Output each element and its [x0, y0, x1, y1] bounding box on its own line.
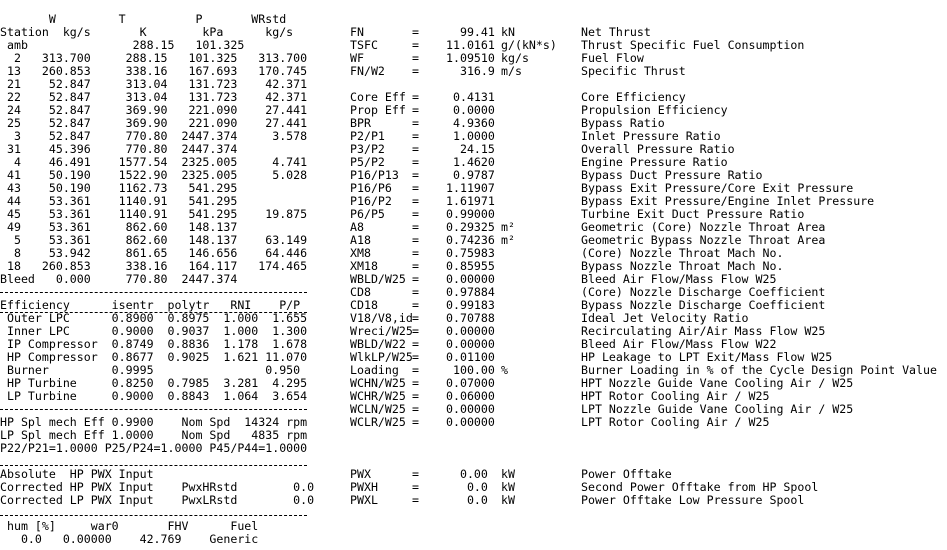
perf-label: P16/P6 [350, 181, 392, 195]
perf-desc: Bypass Duct Pressure Ratio [581, 168, 763, 182]
station-row: 43 50.190 1162.73 541.295 [0, 181, 238, 195]
perf-value: 0.0 [446, 493, 488, 507]
perf-desc: (Core) Nozzle Throat Mach No. [581, 246, 784, 260]
perf-eq: = [412, 129, 419, 143]
perf-value: 24.15 [446, 142, 495, 156]
perf-eq: = [412, 233, 419, 247]
perf-label: Wreci/W25 [350, 324, 413, 338]
perf-eq: = [412, 402, 419, 416]
perf-unit: g/(kN*s) [501, 38, 557, 52]
perf-label: PWXH [350, 480, 378, 494]
perf-eq: = [412, 324, 419, 338]
perf-value: 1.11907 [446, 181, 495, 195]
perf-eq: = [412, 142, 419, 156]
perf-desc: Propulsion Efficiency [581, 103, 728, 117]
perf-value: 11.0161 [446, 38, 495, 52]
perf-unit: m² [501, 220, 515, 234]
perf-desc: Ideal Jet Velocity Ratio [581, 311, 749, 325]
perf-unit: kW [501, 493, 515, 507]
station-row: 31 45.396 770.80 2447.374 [0, 142, 238, 156]
perf-eq: = [412, 389, 419, 403]
perf-desc: (Core) Nozzle Discharge Coefficient [581, 285, 826, 299]
perf-value: 0.99183 [446, 298, 495, 312]
perf-unit: kg/s [501, 51, 529, 65]
perf-eq: = [412, 25, 419, 39]
perf-label: PWXL [350, 493, 378, 507]
perf-label: FN [350, 25, 364, 39]
perf-eq: = [412, 103, 419, 117]
perf-eq: = [412, 90, 419, 104]
perf-eq: = [412, 116, 419, 130]
perf-desc: Overall Pressure Ratio [581, 142, 735, 156]
perf-value: 0.85955 [446, 259, 495, 273]
perf-label: WF [350, 51, 364, 65]
perf-eq: = [412, 311, 419, 325]
perf-label: CD8 [350, 285, 371, 299]
perf-desc: HPT Nozzle Guide Vane Cooling Air / W25 [581, 376, 854, 390]
perf-desc: Second Power Offtake from HP Spool [581, 480, 819, 494]
perf-value: 0.74236 [446, 233, 495, 247]
perf-desc: Geometric (Core) Nozzle Throat Area [581, 220, 826, 234]
perf-unit: % [501, 363, 508, 377]
efficiency-row: IP Compressor 0.8749 0.8836 1.178 1.678 [0, 337, 308, 351]
perf-desc: Power Offtake Low Pressure Spool [581, 493, 805, 507]
station-row: 21 52.847 313.04 131.723 42.371 [0, 77, 308, 91]
perf-desc: Burner Loading in % of the Cycle Design Point Value [581, 363, 937, 377]
perf-label: WBLD/W22 [350, 337, 406, 351]
perf-value: 99.41 [446, 25, 495, 39]
perf-value: 0.70788 [446, 311, 495, 325]
perf-desc: Power Offtake [581, 467, 672, 481]
perf-unit: kN [501, 25, 515, 39]
perf-label: Loading [350, 363, 399, 377]
perf-value: 1.09510 [446, 51, 495, 65]
station-row: 44 53.361 1140.91 541.295 [0, 194, 238, 208]
station-row: 24 52.847 369.90 221.090 27.441 [0, 103, 308, 117]
perf-label: WBLD/W25 [350, 272, 406, 286]
perf-label: XM18 [350, 259, 378, 273]
perf-value: 0.9787 [446, 168, 495, 182]
perf-label: Core Eff [350, 90, 406, 104]
perf-label: WCLR/W25 [350, 415, 406, 429]
perf-label: P2/P1 [350, 129, 385, 143]
station-row: 8 53.942 861.65 146.656 64.446 [0, 246, 308, 260]
perf-desc: Net Thrust [581, 25, 651, 39]
perf-label: V18/V8,id [350, 311, 413, 325]
perf-desc: Bypass Nozzle Throat Mach No. [581, 259, 784, 273]
perf-value: 0.0 [446, 480, 488, 494]
station-row: 22 52.847 313.04 131.723 42.371 [0, 90, 308, 104]
perf-desc: Engine Pressure Ratio [581, 155, 728, 169]
perf-value: 4.9360 [446, 116, 495, 130]
perf-desc: Bypass Exit Pressure/Engine Inlet Pressure [581, 194, 875, 208]
perf-value: 0.00000 [446, 415, 495, 429]
perf-eq: = [412, 415, 419, 429]
perf-desc: Bleed Air Flow/Mass Flow W25 [581, 272, 777, 286]
efficiency-row: Outer LPC 0.8900 0.8975 1.000 1.655 [0, 311, 308, 325]
perf-value: 316.9 [446, 64, 495, 78]
perf-label: A18 [350, 233, 371, 247]
perf-desc: LPT Rotor Cooling Air / W25 [581, 415, 770, 429]
perf-eq: = [412, 467, 419, 481]
station-row: amb 288.15 101.325 [0, 38, 245, 52]
perf-label: WCLN/W25 [350, 402, 406, 416]
efficiency-row: HP Turbine 0.8250 0.7985 3.281 4.295 [0, 376, 308, 390]
perf-eq: = [412, 246, 419, 260]
perf-value: 0.00000 [446, 324, 495, 338]
station-row: 2 313.700 288.15 101.325 313.700 [0, 51, 308, 65]
perf-value: 0.4131 [446, 90, 495, 104]
spool-row: LP Spl mech Eff 1.0000 Nom Spd 4835 rpm [0, 428, 308, 442]
perf-eq: = [412, 259, 419, 273]
perf-desc: Inlet Pressure Ratio [581, 129, 721, 143]
ambient-header: hum [%] war0 FHV Fuel [0, 519, 259, 533]
perf-desc: Bleed Air Flow/Mass Flow W22 [581, 337, 777, 351]
perf-value: 0.00 [446, 467, 488, 481]
station-row: 49 53.361 862.60 148.137 [0, 220, 238, 234]
station-row: 5 53.361 862.60 148.137 63.149 [0, 233, 308, 247]
perf-value: 0.00000 [446, 272, 495, 286]
station-row: 25 52.847 369.90 221.090 27.441 [0, 116, 308, 130]
perf-desc: Geometric Bypass Nozzle Throat Area [581, 233, 826, 247]
perf-eq: = [412, 64, 419, 78]
perf-desc: Specific Thrust [581, 64, 686, 78]
perf-desc: Turbine Exit Duct Pressure Ratio [581, 207, 805, 221]
perf-eq: = [412, 298, 419, 312]
perf-desc: Core Efficiency [581, 90, 686, 104]
station-table-header-units: Station kg/s K kPa kg/s [0, 25, 294, 39]
perf-desc: Bypass Exit Pressure/Core Exit Pressure [581, 181, 854, 195]
perf-value: 0.75983 [446, 246, 495, 260]
perf-desc: Bypass Nozzle Discharge Coefficient [581, 298, 826, 312]
perf-desc: Recirculating Air/Air Mass Flow W25 [581, 324, 826, 338]
perf-eq: = [412, 350, 419, 364]
perf-eq: = [412, 207, 419, 221]
perf-desc: Fuel Flow [581, 51, 644, 65]
perf-desc: LPT Nozzle Guide Vane Cooling Air / W25 [581, 402, 854, 416]
perf-value: 0.01100 [446, 350, 495, 364]
perf-unit: m² [501, 233, 515, 247]
station-row: Bleed 0.000 770.80 2447.374 [0, 272, 238, 286]
station-row: 45 53.361 1140.91 541.295 19.875 [0, 207, 308, 221]
station-row: 18 260.853 338.16 164.117 174.465 [0, 259, 308, 273]
perf-label: TSFC [350, 38, 378, 52]
perf-value: 100.00 [446, 363, 495, 377]
efficiency-row: HP Compressor 0.8677 0.9025 1.621 11.070 [0, 350, 308, 364]
perf-value: 1.61971 [446, 194, 495, 208]
station-row: 41 50.190 1522.90 2325.005 5.028 [0, 168, 308, 182]
perf-label: Prop Eff [350, 103, 406, 117]
perf-label: FN/W2 [350, 64, 385, 78]
perf-value: 1.4620 [446, 155, 495, 169]
perf-label: CD18 [350, 298, 378, 312]
perf-value: 0.06000 [446, 389, 495, 403]
perf-label: WCHR/W25 [350, 389, 406, 403]
station-row: 4 46.491 1577.54 2325.005 4.741 [0, 155, 308, 169]
efficiency-row: LP Turbine 0.9000 0.8843 1.064 3.654 [0, 389, 308, 403]
perf-eq: = [412, 493, 419, 507]
perf-unit: m/s [501, 64, 522, 78]
perf-eq: = [412, 194, 419, 208]
perf-unit: kW [501, 480, 515, 494]
efficiency-table-header: Efficiency isentr polytr RNI P/P [0, 298, 301, 312]
power-offtake-input-row: Absolute HP PWX Input [0, 467, 154, 481]
perf-value: 1.0000 [446, 129, 495, 143]
perf-label: XM8 [350, 246, 371, 260]
perf-value: 0.00000 [446, 337, 495, 351]
station-table-header-quantities: W T P WRstd [0, 12, 287, 26]
perf-label: PWX [350, 467, 371, 481]
spool-row: P22/P21=1.0000 P25/P24=1.0000 P45/P44=1.0000 [0, 441, 308, 455]
spool-row: HP Spl mech Eff 0.9900 Nom Spd 14324 rpm [0, 415, 308, 429]
ambient-values: 0.0 0.00000 42.769 Generic [0, 532, 259, 546]
perf-eq: = [412, 38, 419, 52]
perf-label: WCHN/W25 [350, 376, 406, 390]
perf-value: 0.99000 [446, 207, 495, 221]
power-offtake-input-row: Corrected HP PWX Input PwxHRstd 0.0 [0, 480, 315, 494]
perf-eq: = [412, 51, 419, 65]
perf-value: 0.97884 [446, 285, 495, 299]
perf-value: 0.07000 [446, 376, 495, 390]
efficiency-row: Inner LPC 0.9000 0.9037 1.000 1.300 [0, 324, 308, 338]
perf-eq: = [412, 168, 419, 182]
power-offtake-input-row: Corrected LP PWX Input PwxLRstd 0.0 [0, 493, 315, 507]
station-row: 13 260.853 338.16 167.693 170.745 [0, 64, 308, 78]
perf-label: BPR [350, 116, 371, 130]
perf-desc: Bypass Ratio [581, 116, 665, 130]
perf-label: P6/P5 [350, 207, 385, 221]
perf-value: 0.00000 [446, 402, 495, 416]
perf-label: P3/P2 [350, 142, 385, 156]
perf-eq: = [412, 376, 419, 390]
perf-label: P5/P2 [350, 155, 385, 169]
station-row: 3 52.847 770.80 2447.374 3.578 [0, 129, 308, 143]
perf-eq: = [412, 363, 419, 377]
perf-eq: = [412, 220, 419, 234]
perf-value: 0.29325 [446, 220, 495, 234]
efficiency-row: Burner 0.9995 0.950 [0, 363, 301, 377]
perf-eq: = [412, 337, 419, 351]
perf-label: P16/P2 [350, 194, 392, 208]
perf-eq: = [412, 155, 419, 169]
perf-label: P16/P13 [350, 168, 399, 182]
perf-unit: kW [501, 467, 515, 481]
perf-desc: HPT Rotor Cooling Air / W25 [581, 389, 770, 403]
perf-eq: = [412, 285, 419, 299]
perf-label: WlkLP/W25 [350, 350, 413, 364]
perf-desc: HP Leakage to LPT Exit/Mass Flow W25 [581, 350, 833, 364]
perf-value: 0.0000 [446, 103, 495, 117]
perf-eq: = [412, 272, 419, 286]
perf-label: A8 [350, 220, 364, 234]
perf-eq: = [412, 480, 419, 494]
perf-eq: = [412, 181, 419, 195]
perf-desc: Thrust Specific Fuel Consumption [581, 38, 805, 52]
